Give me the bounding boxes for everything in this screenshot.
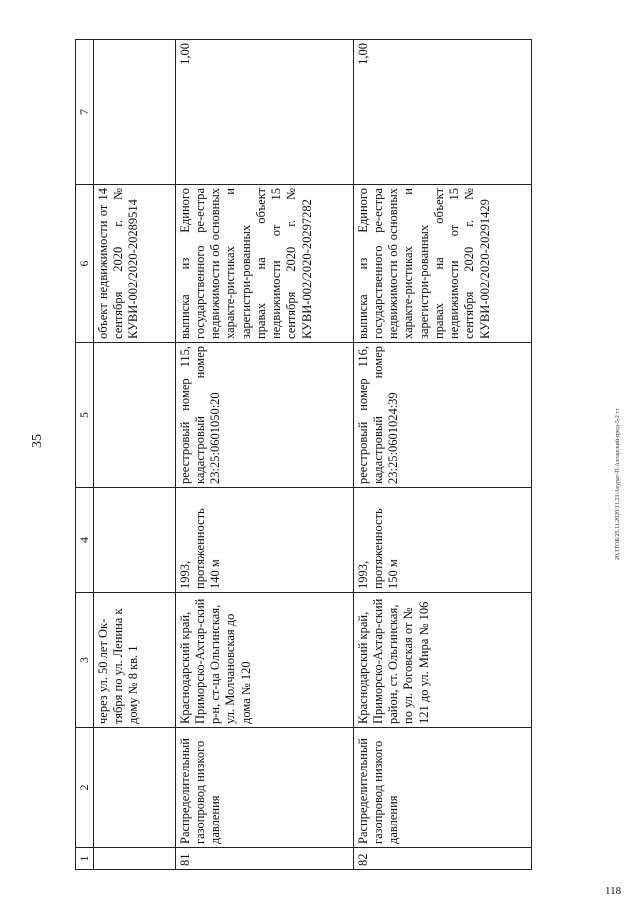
header-col-6: 6: [76, 185, 94, 343]
extract-document: выписка из Единого государственного ре-естра недвижимости об основных характе-ристиках и зарегистри-рованных правах на объект недвижимости от 15 сентября 2020 г. № КУВИ-002/2020-20297282: [175, 185, 353, 343]
header-col-7: 7: [76, 40, 94, 185]
value-cell: 1,00: [175, 40, 353, 185]
cont-c1: [93, 848, 175, 870]
header-col-1: 1: [76, 848, 94, 870]
cont-c6: объект недвижимости от 14 сентября 2020 г. № КУВИ-002/2020-20289514: [93, 185, 175, 343]
rotated-table-container: [75, 40, 590, 870]
registry-number: реестровый номер 116, кадастровый номер 23:25:0601024:39: [353, 343, 531, 488]
header-col-5: 5: [76, 343, 94, 488]
object-name: Распределительный газопровод низкого давления: [353, 728, 531, 848]
cont-c3: через ул. 50 лет Ок-тября по ул. Ленина к дому № 8 кв. 1: [93, 593, 175, 728]
table-row: [353, 40, 531, 870]
table-row: [175, 40, 353, 870]
property-register-table: [75, 39, 532, 870]
registry-number: реестровый номер 115, кадастровый номер 23:25:0601050:20: [175, 343, 353, 488]
object-year-length: 1993, протяженность 150 м: [353, 488, 531, 593]
value-cell: 1,00: [353, 40, 531, 185]
cont-c4: [93, 488, 175, 593]
header-col-4: 4: [76, 488, 94, 593]
extract-document: выписка из Единого государственного ре-естра недвижимости об основных характе-ристиках и зарегистри-рованных правах на объект недвижимости от 15 сентября 2020 г. № КУВИ-002/2020-20291429: [353, 185, 531, 343]
cont-c2: [93, 728, 175, 848]
object-address: Краснодарский край, Приморско-Ахтар-ский р-н, ст-ца Ольгинская, ул. Молчановская до дома № 120: [175, 593, 353, 728]
header-row: [76, 40, 94, 870]
document-reference-note: 20.3ТОБ/25.11.2020/11.23/Акурат-П-Ахтарский-пред-5-2 тт: [615, 408, 621, 560]
object-year-length: 1993, протяженность 140 м: [175, 488, 353, 593]
cont-c7: [93, 40, 175, 185]
object-address: Краснодарский край, Приморско-Ахтар-ский район, ст. Ольгинская, по ул. Роговская от № 121 до ул. Мира № 106: [353, 593, 531, 728]
continuation-row: [93, 40, 175, 870]
cont-c5: [93, 343, 175, 488]
row-number: 82: [353, 848, 531, 870]
row-number: 81: [175, 848, 353, 870]
header-col-2: 2: [76, 728, 94, 848]
header-col-3: 3: [76, 593, 94, 728]
object-name: Распределительный газопровод низкого давления: [175, 728, 353, 848]
page-number: 35: [30, 434, 45, 448]
side-page-number: 118: [605, 885, 622, 897]
